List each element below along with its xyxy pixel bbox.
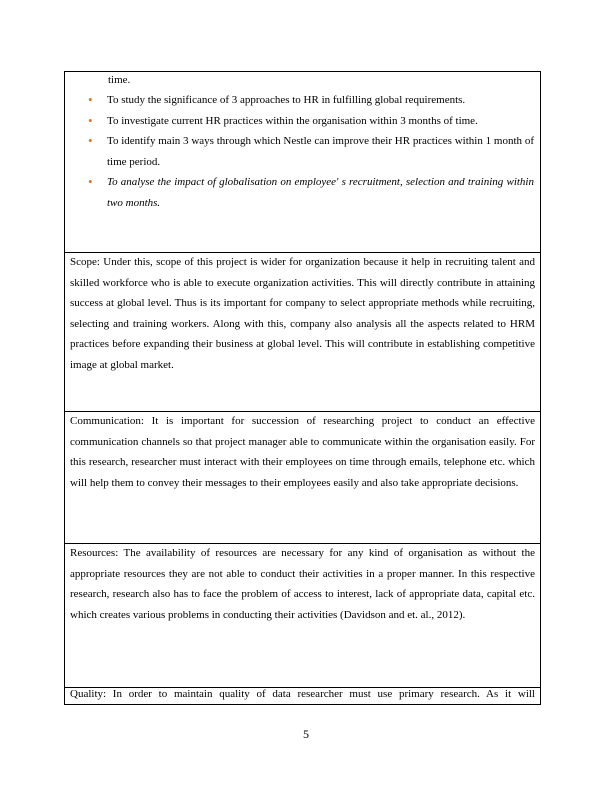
scope-paragraph: Scope: Under this, scope of this project is wider for organization because it help in recruiting talent and skilled workforce who is able to execute organization activities. This will directly contribute in attaining success at global level. Thus is its important for company to select appropriate methods while recruiting, selecting and training workers. Along with this, company also analysis all the aspects related to HRM practices before expanding their business at global level. This will contribute in establishing competitive image at global market. [70, 256, 535, 371]
resources-paragraph: Resources: The availability of resources are necessary for any kind of organisation as without the appropriate resources they are not able to conduct their activities in a proper manner. In this respective research, research also has to face the problem of access to interest, lack of appropriate data, capital etc. which creates various problems in conducting their activities (Davidson and et. al., 2012). [70, 547, 535, 621]
objectives-list [85, 90, 534, 214]
bullet-icon: • [88, 174, 93, 190]
objective-item: • To study the significance of 3 approaches to HR in fulfilling global requirements. [85, 90, 534, 111]
objective-item: • To analyse the impact of globalisation on employee' s recruitment, selection and training within two months. [88, 174, 534, 209]
objectives-continuation: time. [108, 74, 131, 86]
quality-paragraph: Quality: In order to maintain quality of data researcher must use primary research. As it will [70, 688, 535, 700]
communication-cell [64, 411, 541, 544]
bullet-icon: • [88, 112, 93, 128]
project-plan-table [64, 71, 541, 705]
objectives-cell [64, 71, 541, 253]
communication-paragraph: Communication: It is important for succession of researching project to conduct an effective communication channels so that project manager able to communicate within the organisation easily. For this research, researcher must interact with their employees on time through emails, telephone etc. which will help them to convey their messages to their employees easily and also take appropriate decisions. [70, 415, 535, 489]
objective-item: • To identify main 3 ways through which Nestle can improve their HR practices within 1 month of time period. [88, 133, 534, 168]
objective-item: • To investigate current HR practices within the organisation within 3 months of time. [85, 111, 534, 132]
resources-cell [64, 543, 541, 688]
quality-cell [64, 687, 541, 705]
bullet-icon: • [88, 133, 93, 149]
page-number: 5 [303, 727, 309, 741]
bullet-icon: • [88, 92, 93, 107]
scope-cell [64, 252, 541, 412]
